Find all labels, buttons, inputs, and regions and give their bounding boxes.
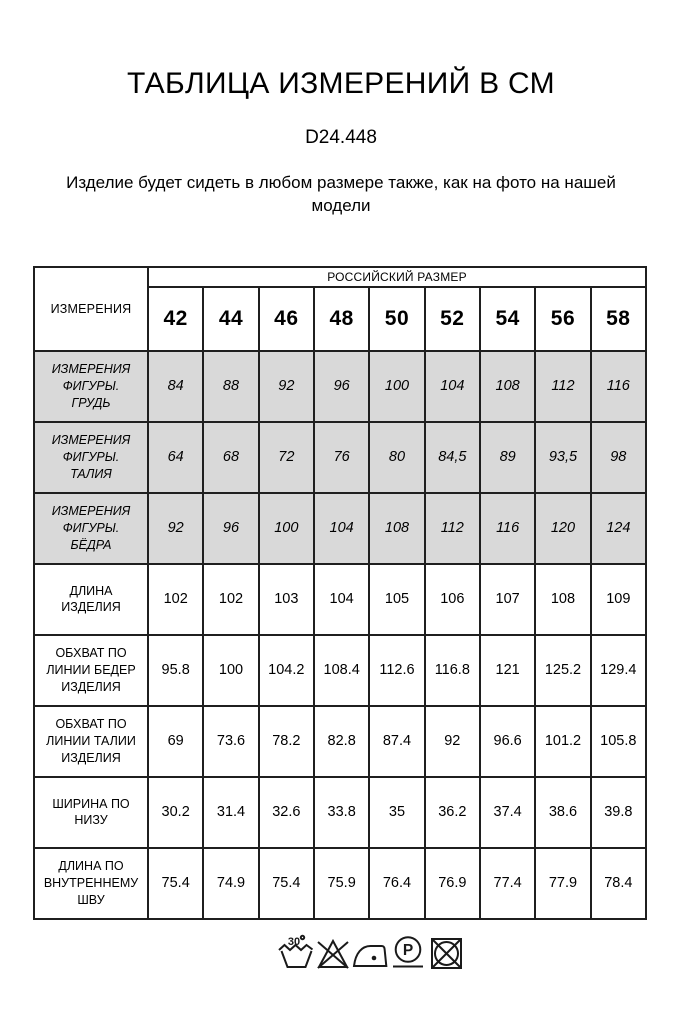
value-cell: 100 bbox=[369, 351, 424, 422]
size-header-cell: 46 bbox=[259, 287, 314, 351]
value-cell: 103 bbox=[259, 564, 314, 635]
table-row bbox=[34, 777, 646, 848]
value-cell: 92 bbox=[425, 706, 480, 777]
table-row bbox=[34, 848, 646, 919]
value-cell: 77.4 bbox=[480, 848, 535, 919]
row-label-cell: ШИРИНА ПО НИЗУ bbox=[34, 777, 148, 848]
value-cell: 124 bbox=[591, 493, 646, 564]
value-cell: 96 bbox=[314, 351, 369, 422]
value-cell: 69 bbox=[148, 706, 203, 777]
value-cell: 77.9 bbox=[535, 848, 590, 919]
value-cell: 121 bbox=[480, 635, 535, 706]
value-cell: 82.8 bbox=[314, 706, 369, 777]
value-cell: 76 bbox=[314, 422, 369, 493]
article-code: D24.448 bbox=[305, 127, 377, 149]
table-row bbox=[34, 493, 646, 564]
value-cell: 64 bbox=[148, 422, 203, 493]
dry-clean-p-icon bbox=[390, 934, 426, 972]
table-row bbox=[34, 564, 646, 635]
value-cell: 88 bbox=[203, 351, 258, 422]
table-body bbox=[34, 351, 646, 919]
group-header-row bbox=[34, 267, 646, 287]
table-row bbox=[34, 422, 646, 493]
row-label-cell: ИЗМЕРЕНИЯ ФИГУРЫ. БЁДРА bbox=[34, 493, 148, 564]
do-not-bleach-icon bbox=[316, 934, 350, 972]
page-title: ТАБЛИЦА ИЗМЕРЕНИЙ В СМ bbox=[127, 67, 555, 101]
value-cell: 75.4 bbox=[148, 848, 203, 919]
size-header-cell: 52 bbox=[425, 287, 480, 351]
care-symbols-row bbox=[31, 934, 682, 972]
value-cell: 104 bbox=[425, 351, 480, 422]
value-cell: 104 bbox=[314, 493, 369, 564]
value-cell: 102 bbox=[148, 564, 203, 635]
value-cell: 36.2 bbox=[425, 777, 480, 848]
value-cell: 96.6 bbox=[480, 706, 535, 777]
dry-clean-letter: P bbox=[402, 941, 414, 959]
row-label-cell: ДЛИНА ИЗДЕЛИЯ bbox=[34, 564, 148, 635]
value-cell: 108.4 bbox=[314, 635, 369, 706]
value-cell: 112.6 bbox=[369, 635, 424, 706]
size-header-cell: 50 bbox=[369, 287, 424, 351]
iron-temp-dot bbox=[372, 956, 377, 961]
value-cell: 95.8 bbox=[148, 635, 203, 706]
value-cell: 75.4 bbox=[259, 848, 314, 919]
fit-note: Изделие будет сидеть в любом размере также, как на фото на нашей модели bbox=[66, 173, 616, 215]
value-cell: 105 bbox=[369, 564, 424, 635]
size-header-cell: 42 bbox=[148, 287, 203, 351]
value-cell: 129.4 bbox=[591, 635, 646, 706]
value-cell: 104.2 bbox=[259, 635, 314, 706]
row-label-cell: ИЗМЕРЕНИЯ ФИГУРЫ. ТАЛИЯ bbox=[34, 422, 148, 493]
do-not-tumble-dry-icon bbox=[428, 934, 466, 972]
table-header bbox=[34, 267, 646, 351]
value-cell: 84,5 bbox=[425, 422, 480, 493]
value-cell: 100 bbox=[259, 493, 314, 564]
value-cell: 108 bbox=[535, 564, 590, 635]
value-cell: 39.8 bbox=[591, 777, 646, 848]
value-cell: 68 bbox=[203, 422, 258, 493]
table-row bbox=[34, 635, 646, 706]
measurements-table bbox=[33, 266, 647, 920]
value-cell: 89 bbox=[480, 422, 535, 493]
value-cell: 109 bbox=[591, 564, 646, 635]
value-cell: 87.4 bbox=[369, 706, 424, 777]
value-cell: 74.9 bbox=[203, 848, 258, 919]
value-cell: 102 bbox=[203, 564, 258, 635]
value-cell: 78.4 bbox=[591, 848, 646, 919]
value-cell: 76.4 bbox=[369, 848, 424, 919]
value-cell: 96 bbox=[203, 493, 258, 564]
value-cell: 120 bbox=[535, 493, 590, 564]
value-cell: 75.9 bbox=[314, 848, 369, 919]
value-cell: 107 bbox=[480, 564, 535, 635]
value-cell: 108 bbox=[369, 493, 424, 564]
value-cell: 116 bbox=[591, 351, 646, 422]
value-cell: 100 bbox=[203, 635, 258, 706]
size-header-cell: 48 bbox=[314, 287, 369, 351]
value-cell: 35 bbox=[369, 777, 424, 848]
value-cell: 116.8 bbox=[425, 635, 480, 706]
row-label-cell: ОБХВАТ ПО ЛИНИИ БЕДЕР ИЗДЕЛИЯ bbox=[34, 635, 148, 706]
table-row bbox=[34, 351, 646, 422]
wash-30-icon bbox=[278, 934, 314, 972]
size-header-cell: 44 bbox=[203, 287, 258, 351]
value-cell: 31.4 bbox=[203, 777, 258, 848]
size-header-cell: 56 bbox=[535, 287, 590, 351]
degree-mark bbox=[301, 936, 304, 939]
value-cell: 112 bbox=[535, 351, 590, 422]
value-cell: 78.2 bbox=[259, 706, 314, 777]
value-cell: 108 bbox=[480, 351, 535, 422]
wash-temp-label: 30 bbox=[287, 935, 301, 948]
value-cell: 38.6 bbox=[535, 777, 590, 848]
value-cell: 93,5 bbox=[535, 422, 590, 493]
value-cell: 104 bbox=[314, 564, 369, 635]
table-row bbox=[34, 706, 646, 777]
value-cell: 105.8 bbox=[591, 706, 646, 777]
value-cell: 98 bbox=[591, 422, 646, 493]
value-cell: 112 bbox=[425, 493, 480, 564]
value-cell: 37.4 bbox=[480, 777, 535, 848]
row-label-cell: ИЗМЕРЕНИЯ ФИГУРЫ. ГРУДЬ bbox=[34, 351, 148, 422]
value-cell: 73.6 bbox=[203, 706, 258, 777]
value-cell: 92 bbox=[148, 493, 203, 564]
russian-size-group-cell: РОССИЙСКИЙ РАЗМЕР bbox=[148, 267, 646, 287]
value-cell: 32.6 bbox=[259, 777, 314, 848]
value-cell: 116 bbox=[480, 493, 535, 564]
wash-tub bbox=[282, 951, 312, 967]
value-cell: 92 bbox=[259, 351, 314, 422]
value-cell: 125.2 bbox=[535, 635, 590, 706]
value-cell: 30.2 bbox=[148, 777, 203, 848]
size-header-cell: 58 bbox=[591, 287, 646, 351]
iron-one-dot-icon bbox=[352, 934, 388, 972]
value-cell: 106 bbox=[425, 564, 480, 635]
measurements-corner-cell: ИЗМЕРЕНИЯ bbox=[34, 267, 148, 351]
value-cell: 72 bbox=[259, 422, 314, 493]
value-cell: 84 bbox=[148, 351, 203, 422]
row-label-cell: ДЛИНА ПО ВНУТРЕННЕМУ ШВУ bbox=[34, 848, 148, 919]
row-label-cell: ОБХВАТ ПО ЛИНИИ ТАЛИИ ИЗДЕЛИЯ bbox=[34, 706, 148, 777]
value-cell: 76.9 bbox=[425, 848, 480, 919]
value-cell: 101.2 bbox=[535, 706, 590, 777]
size-header-cell: 54 bbox=[480, 287, 535, 351]
value-cell: 80 bbox=[369, 422, 424, 493]
value-cell: 33.8 bbox=[314, 777, 369, 848]
iron-outline bbox=[354, 946, 386, 966]
